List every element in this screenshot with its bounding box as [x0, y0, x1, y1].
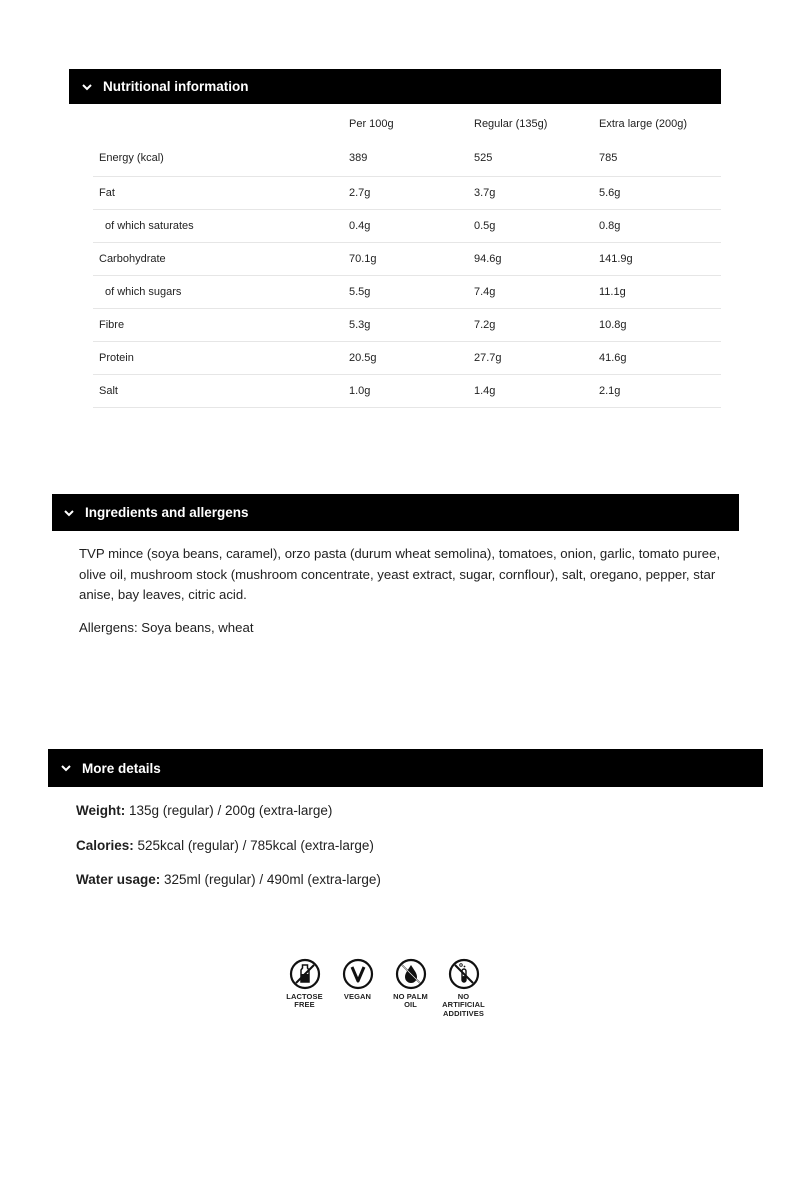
- value-per-100g: 1.0g: [349, 375, 474, 408]
- allergens-text: Allergens: Soya beans, wheat: [79, 619, 254, 635]
- value-per-100g: 5.5g: [349, 276, 474, 309]
- nutrient-label: Fibre: [93, 309, 349, 342]
- value-extra-large: 785: [599, 140, 721, 177]
- column-header: [93, 108, 349, 140]
- column-header-per-100g: Per 100g: [349, 118, 394, 130]
- section-title: Nutritional information: [103, 79, 249, 94]
- detail-key: Weight:: [76, 803, 126, 818]
- ingredients-allergens-header[interactable]: [52, 494, 739, 531]
- badge-vegan: [331, 958, 384, 1018]
- ingredients-panel: [79, 544, 739, 650]
- detail-value: 325ml (regular) / 490ml (extra-large): [160, 872, 381, 887]
- table-row: [93, 177, 721, 210]
- chevron-down-icon: [59, 761, 73, 775]
- nutrient-label: Energy (kcal): [93, 140, 349, 177]
- badge-no-palm-oil: [384, 958, 437, 1018]
- details-panel: [76, 800, 756, 904]
- value-regular: 1.4g: [474, 375, 599, 408]
- detail-value: 525kcal (regular) / 785kcal (extra-large): [133, 837, 374, 853]
- value-per-100g: 0.4g: [349, 210, 474, 243]
- value-regular: 94.6g: [474, 243, 599, 276]
- table-row: [93, 140, 721, 177]
- value-regular: 3.7g: [474, 177, 599, 210]
- badge-label: LACTOSE FREE: [286, 992, 323, 1010]
- badge-label: NO ARTIFICIAL ADDITIVES: [442, 992, 485, 1018]
- more-details-header[interactable]: [48, 749, 763, 787]
- nutrition-table: [93, 108, 721, 408]
- value-regular: 525: [474, 140, 599, 177]
- nutrient-label: of which sugars: [93, 276, 349, 309]
- section-title: Ingredients and allergens: [85, 505, 249, 520]
- nutrient-label: Carbohydrate: [93, 243, 349, 276]
- value-per-100g: 389: [349, 140, 474, 177]
- value-extra-large: 10.8g: [599, 309, 721, 342]
- ingredients-text: TVP mince (soya beans, caramel), orzo pasta (durum wheat semolina), tomatoes, onion, garlic, tomato puree, olive oil, mushroom stock (mushroom concentrate, yeast extract, sugar, cornflour), salt, oregano, pepper, star anise, bay leaves, citric acid.: [79, 546, 721, 602]
- value-per-100g: 2.7g: [349, 177, 474, 210]
- no-palm-oil-icon: [395, 958, 427, 990]
- table-row: [93, 243, 721, 276]
- table-row: [93, 210, 721, 243]
- value-per-100g: 70.1g: [349, 243, 474, 276]
- badge-no-artificial-additives: [437, 958, 490, 1018]
- section-title: More details: [82, 760, 161, 776]
- column-header-extra-large: Extra large (200g): [599, 118, 688, 130]
- detail-value: 135g (regular) / 200g (extra-large): [125, 803, 333, 818]
- chevron-down-icon: [62, 506, 76, 520]
- diet-badges: [278, 958, 490, 1018]
- table-row: [93, 276, 721, 309]
- badge-lactose-free: [278, 958, 331, 1018]
- value-per-100g: 20.5g: [349, 342, 474, 375]
- vegan-icon: [342, 958, 374, 990]
- table-row: [93, 375, 721, 408]
- value-regular: 7.2g: [474, 309, 599, 342]
- detail-key: Water usage:: [76, 872, 161, 887]
- nutrient-label: Fat: [93, 177, 349, 210]
- table-row: [93, 309, 721, 342]
- table-header-row: [93, 108, 721, 140]
- chevron-down-icon: [80, 80, 94, 94]
- value-extra-large: 141.9g: [599, 243, 721, 276]
- nutrient-label: of which saturates: [93, 210, 349, 243]
- value-extra-large: 11.1g: [599, 276, 721, 309]
- detail-weight: [76, 800, 756, 835]
- value-extra-large: 0.8g: [599, 210, 721, 243]
- value-extra-large: 5.6g: [599, 177, 721, 210]
- detail-water-usage: [76, 869, 756, 904]
- no-artificial-additives-icon: [448, 958, 480, 990]
- value-regular: 0.5g: [474, 210, 599, 243]
- nutrient-label: Protein: [93, 342, 349, 375]
- badge-label: NO PALM OIL: [393, 992, 428, 1010]
- nutrient-label: Salt: [93, 375, 349, 408]
- value-regular: 7.4g: [474, 276, 599, 309]
- value-per-100g: 5.3g: [349, 309, 474, 342]
- value-extra-large: 41.6g: [599, 342, 721, 375]
- nutritional-information-header[interactable]: [69, 69, 721, 104]
- value-regular: 27.7g: [474, 342, 599, 375]
- badge-label: VEGAN: [343, 992, 372, 1001]
- column-header-regular: Regular (135g): [474, 118, 548, 130]
- detail-calories: [76, 835, 756, 870]
- value-extra-large: 2.1g: [599, 375, 721, 408]
- table-row: [93, 342, 721, 375]
- detail-key: Calories:: [76, 837, 134, 853]
- lactose-free-icon: [289, 958, 321, 990]
